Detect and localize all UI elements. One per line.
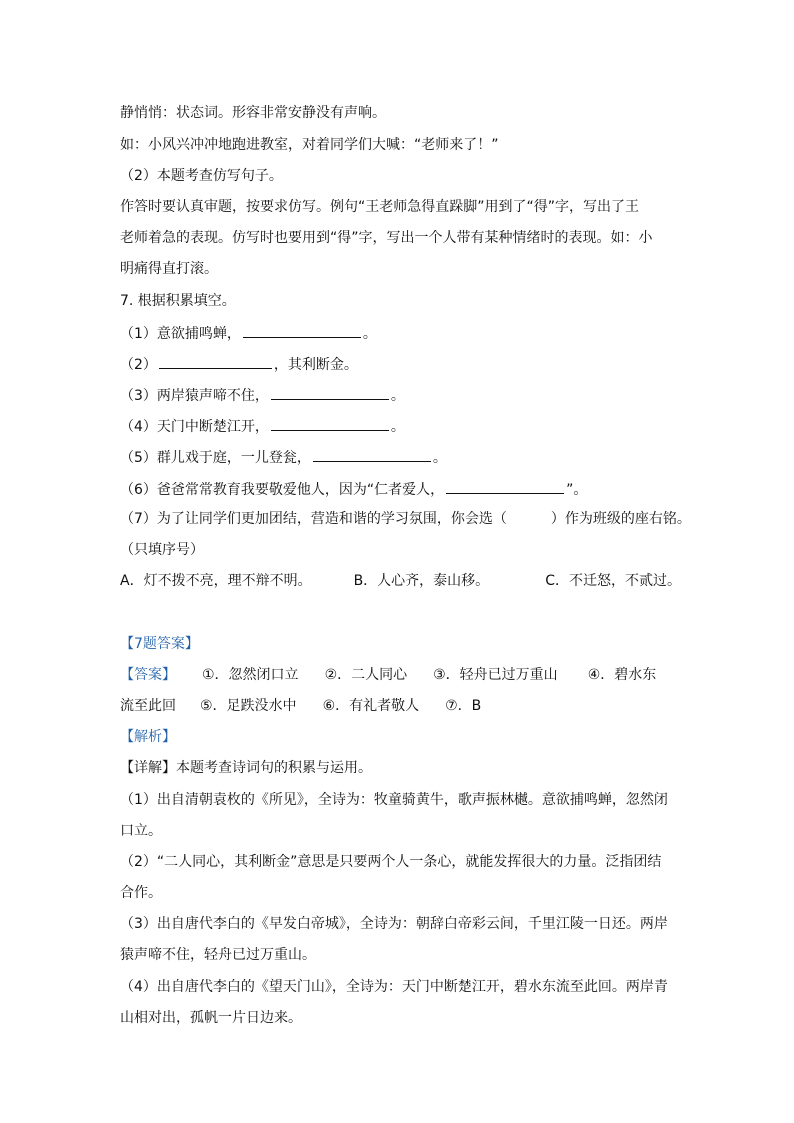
fill-text: （1）意欲捕鸣蝉，: [120, 326, 241, 342]
answer-item: ⑥．有礼者敬人: [322, 698, 420, 714]
answer-blank[interactable]: [271, 385, 389, 400]
answer-blank[interactable]: [243, 323, 361, 338]
fill-blank-line: [120, 385, 700, 405]
text-line: （只填序号）: [120, 542, 204, 558]
answer-item: 流至此回: [120, 698, 176, 714]
fill-blank-line: [120, 479, 700, 499]
answer-item: ④．碧水东: [587, 667, 657, 683]
detail-text: 本题考查诗词句的积累与运用。: [176, 760, 372, 776]
text-line: 猿声啼不住，轻舟已过万重山。: [120, 947, 316, 963]
text-line: 山相对出，孤帆一片日边来。: [120, 1010, 302, 1026]
fill-text: ，其利断金。: [273, 357, 358, 373]
fill-text: 。: [432, 450, 447, 466]
answer-item: ②．二人同心: [324, 667, 408, 683]
fill-text: ”。: [566, 482, 588, 498]
fill-text: 。: [390, 388, 405, 404]
answer-blank[interactable]: [159, 354, 272, 369]
answer-item: ③．轻舟已过万重山: [433, 667, 558, 683]
text-line: 作答时要认真审题，按要求仿写。例句“王老师急得直跺脚”用到了“得”字，写出了王: [120, 199, 640, 215]
answer-line: [120, 697, 700, 715]
answer-item: ⑦．B: [445, 698, 482, 714]
text-line: 合作。: [120, 885, 162, 901]
fill-blank-line: [120, 416, 700, 436]
text-line: （2）“二人同心，其利断金”意思是只要两个人一条心，就能发挥很大的力量。泛指团结: [120, 854, 662, 870]
text-line: 静悄悄：状态词。形容非常安静没有声响。: [120, 105, 386, 121]
text-line: 口立。: [120, 823, 162, 839]
text-line: （3）出自唐代李白的《早发白帝城》，全诗为：朝辞白帝彩云间，千里江陵一日还。两岸: [120, 916, 668, 932]
detail-label: 【详解】: [120, 760, 176, 776]
answer-blank[interactable]: [446, 479, 564, 494]
fill-text: （5）群儿戏于庭，一儿登瓮，: [120, 450, 311, 466]
fill-blank-line: [120, 510, 700, 528]
text-line: 明痛得直打滚。: [120, 261, 218, 277]
fill-text: （7）为了让同学们更加团结，营造和谐的学习氛围，你会选（: [120, 511, 507, 527]
answer-blank[interactable]: [313, 447, 431, 462]
answer-item: ⑤．足跌没水中: [200, 698, 297, 714]
text-line: 如：小风兴冲冲地跑进教室，对着同学们大喊：“老师来了！”: [120, 137, 499, 153]
fill-text: ）作为班级的座右铭。: [550, 511, 691, 527]
options-line: [120, 572, 700, 590]
text-line: （2）本题考查仿写句子。: [120, 168, 283, 184]
option-c: C．不迁怒，不贰过。: [545, 573, 681, 589]
fill-blank-line: [120, 323, 700, 343]
fill-text: 。: [362, 326, 377, 342]
text-line: （1）出自清朝袁枚的《所见》，全诗为：牧童骑黄牛，歌声振林樾。意欲捕鸣蝉，忽然闭: [120, 792, 668, 808]
fill-text: 。: [390, 419, 405, 435]
analysis-header: 【解析】: [120, 729, 176, 745]
answer-label: 【答案】: [120, 667, 176, 683]
detail-line: [120, 759, 700, 777]
option-b: B．人心齐，泰山移。: [353, 573, 490, 589]
answer-blank[interactable]: [271, 416, 389, 431]
text-line: （4）出自唐代李白的《望天门山》，全诗为：天门中断楚江开，碧水东流至此回。两岸青: [120, 979, 668, 995]
fill-text: （6）爸爸常常教育我要敬爱他人，因为“仁者爱人，: [120, 482, 445, 498]
fill-blank-line: [120, 447, 700, 467]
text-line: 老师着急的表现。仿写时也要用到“得”字，写出一个人带有某种情绪时的表现。如：小: [120, 230, 653, 246]
answer-item: ①．忽然闭口立: [202, 667, 299, 683]
option-a: A．灯不拨不亮，理不辩不明。: [120, 573, 312, 589]
answer-header: 【7题答案】: [120, 636, 199, 652]
question-title: 7. 根据积累填空。: [120, 293, 236, 309]
answer-line: [120, 666, 700, 684]
fill-text: （4）天门中断楚江开，: [120, 419, 269, 435]
fill-text: （3）两岸猿声啼不住，: [120, 388, 269, 404]
fill-blank-line: [120, 354, 700, 374]
fill-text: （2）: [120, 357, 157, 373]
